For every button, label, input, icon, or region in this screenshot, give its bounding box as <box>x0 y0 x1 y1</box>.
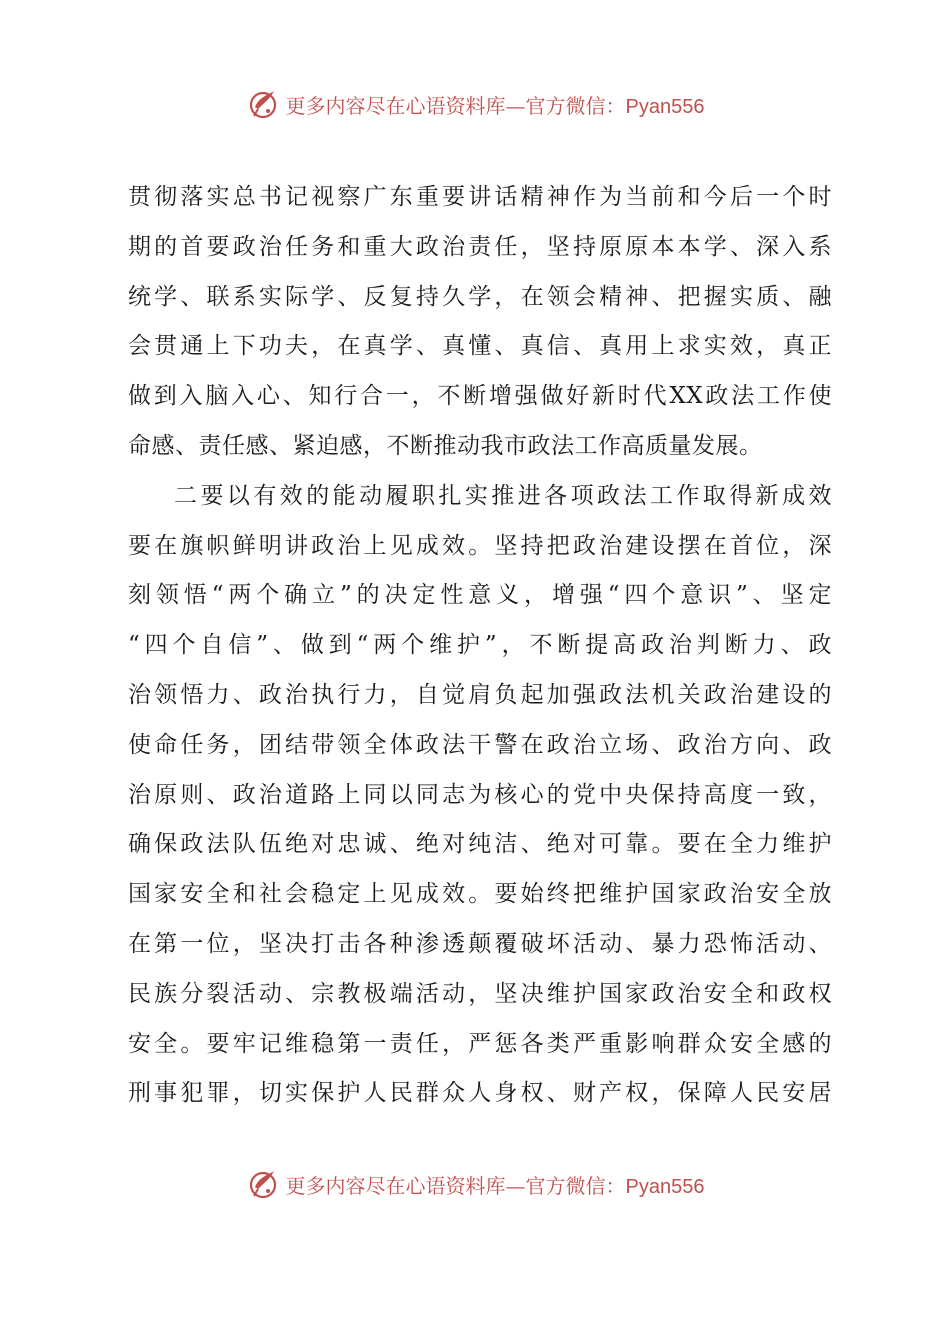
body-line: 做到入脑入心、知行合一，不断增强做好新时代XX政法工作使 <box>128 383 832 410</box>
body-line: 使命任务，团结带领全体政法干警在政治立场、政治方向、政 <box>128 731 832 758</box>
body-line: 国家安全和社会稳定上见成效。要始终把维护国家政治安全放 <box>128 881 832 908</box>
body-line: 民族分裂活动、宗教极端活动，坚决维护国家政治安全和政权 <box>128 980 832 1007</box>
body-line: 贯彻落实总书记视察广东重要讲话精神作为当前和今后一个时 <box>128 184 832 210</box>
body-line: 治领悟力、政治执行力，自觉肩负起加强政法机关政治建设的 <box>128 681 832 708</box>
body-line: 在第一位，坚决打击各种渗透颠覆破坏活动、暴力恐怖活动、 <box>128 930 832 957</box>
body-line: 刑事犯罪，切实保护人民群众人身权、财产权，保障人民安居 <box>128 1080 832 1107</box>
footer-banner-main: 更多内容尽在心语资料库 <box>285 1173 506 1198</box>
body-line: 安全。要牢记维稳第一责任，严惩各类严重影响群众安全感的 <box>128 1030 832 1057</box>
body-line: 命感、责任感、紧迫感，不断推动我市政法工作高质量发展。 <box>128 432 763 459</box>
body-line: 要在旗帜鲜明讲政治上见成效。坚持把政治建设摆在首位，深 <box>128 532 832 559</box>
body-line: 期的首要政治任务和重大政治责任，坚持原原本本学、深入系 <box>128 233 832 260</box>
header-banner-main: 更多内容尽在心语资料库 <box>285 93 506 118</box>
header-banner-id: Pyan556 <box>625 95 705 118</box>
footer-banner-separator: — <box>505 1173 526 1198</box>
section-heading: 二要以有效的能动履职扎实推进各项政法工作取得新成效 <box>174 482 832 509</box>
body-line: 确保政法队伍绝对忠诚、绝对纯洁、绝对可靠。要在全力维护 <box>128 831 832 858</box>
body-line: 会贯通上下功夫，在真学、真懂、真信、真用上求实效，真正 <box>128 333 832 360</box>
body-line: 刻领悟“两个确立”的决定性意义，增强“四个意识”、坚定 <box>128 582 832 609</box>
quill-swirl-logo-icon <box>246 87 280 121</box>
footer-banner <box>0 1164 950 1204</box>
header-banner-separator: — <box>505 93 526 118</box>
body-line: “四个自信”、做到“两个维护”，不断提高政治判断力、政 <box>128 632 832 659</box>
header-banner-contact: 官方微信： <box>525 93 626 118</box>
footer-banner-id: Pyan556 <box>625 1175 705 1198</box>
footer-banner-text <box>286 1170 705 1199</box>
body-line: 统学、联系实际学、反复持久学，在领会精神、把握实质、融 <box>128 283 832 310</box>
quill-swirl-logo-icon <box>246 1167 280 1201</box>
footer-banner-contact: 官方微信： <box>525 1173 626 1198</box>
body-line: 治原则、政治道路上同以同志为核心的党中央保持高度一致， <box>128 781 832 808</box>
header-banner-text <box>286 90 705 119</box>
document-body <box>128 173 832 1119</box>
header-banner <box>0 84 950 124</box>
